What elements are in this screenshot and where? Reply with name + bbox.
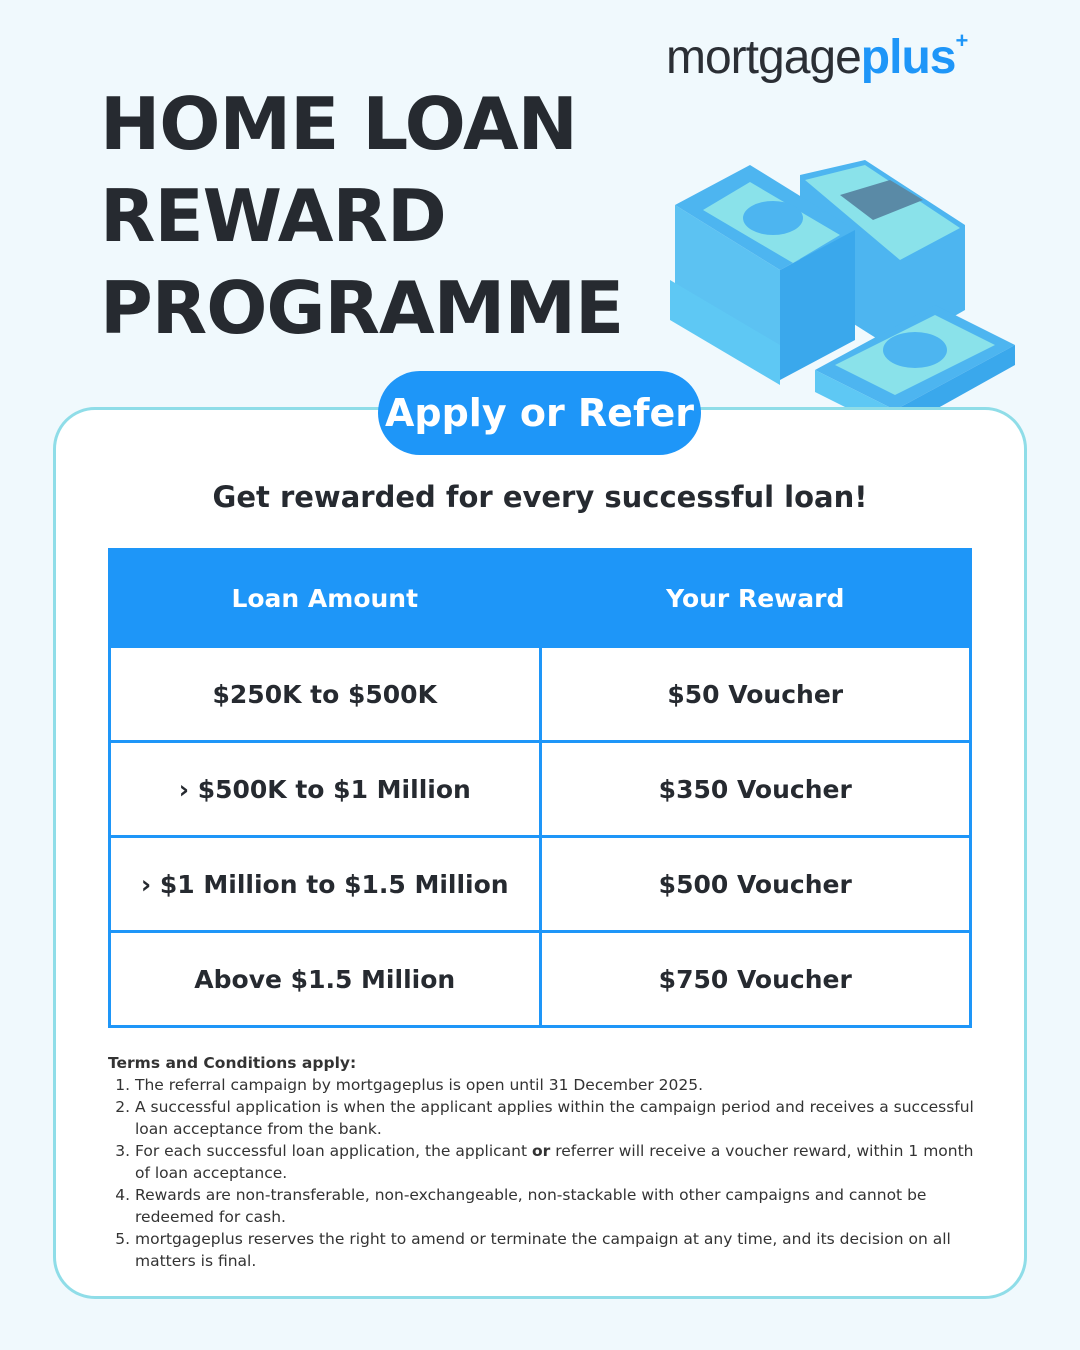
table-row — [110, 647, 971, 742]
title-line: PROGRAMME — [100, 266, 624, 350]
terms-item: 1. The referral campaign by mortgageplus is open until 31 December 2025. — [135, 1074, 978, 1096]
terms-item — [135, 1140, 978, 1184]
loan-amount-cell: $250K to $500K — [110, 647, 541, 742]
apply-or-refer-button[interactable]: Apply or Refer — [378, 371, 701, 455]
terms-item: 4. Rewards are non-transferable, non-exchangeable, non-stackable with other campaigns and cannot be redeemed for cash. — [135, 1184, 978, 1228]
logo-text-mortgage: mortgage — [666, 31, 861, 84]
table-row — [110, 837, 971, 932]
loan-amount-cell: Above $1.5 Million — [110, 932, 541, 1027]
table-row — [110, 932, 971, 1027]
reward-cell: $750 Voucher — [540, 932, 971, 1027]
column-header-reward: Your Reward — [540, 550, 971, 647]
page-title — [100, 78, 623, 354]
terms-and-conditions — [108, 1052, 978, 1272]
subtitle: Get rewarded for every successful loan! — [212, 480, 868, 514]
terms-heading: Terms and Conditions apply: — [108, 1054, 357, 1072]
reward-table — [108, 548, 972, 1028]
terms-text: referrer will receive a voucher reward, within 1 month of loan acceptance. — [135, 1142, 974, 1182]
title-line: REWARD — [100, 174, 446, 258]
logo-text-plus: plus — [860, 31, 956, 84]
reward-cell: $50 Voucher — [540, 647, 971, 742]
title-line: HOME LOAN — [100, 82, 577, 166]
reward-cell: $500 Voucher — [540, 837, 971, 932]
column-header-loan-amount: Loan Amount — [110, 550, 541, 647]
terms-item: 2. A successful application is when the applicant applies within the campaign period and receives a successful loan acceptance from the bank. — [135, 1096, 978, 1140]
loan-amount-cell: › $500K to $1 Million — [110, 742, 541, 837]
money-stack-illustration — [665, 160, 1025, 440]
terms-bold-text: or — [532, 1142, 551, 1160]
terms-item: 5. mortgageplus reserves the right to amend or terminate the campaign at any time, and its decision on all matters is final. — [135, 1228, 978, 1272]
loan-amount-cell: › $1 Million to $1.5 Million — [110, 837, 541, 932]
reward-cell: $350 Voucher — [540, 742, 971, 837]
brand-logo — [666, 30, 967, 85]
table-row — [110, 742, 971, 837]
logo-plus-mark: + — [955, 28, 968, 53]
terms-text: For each successful loan application, the applicant — [135, 1142, 532, 1160]
